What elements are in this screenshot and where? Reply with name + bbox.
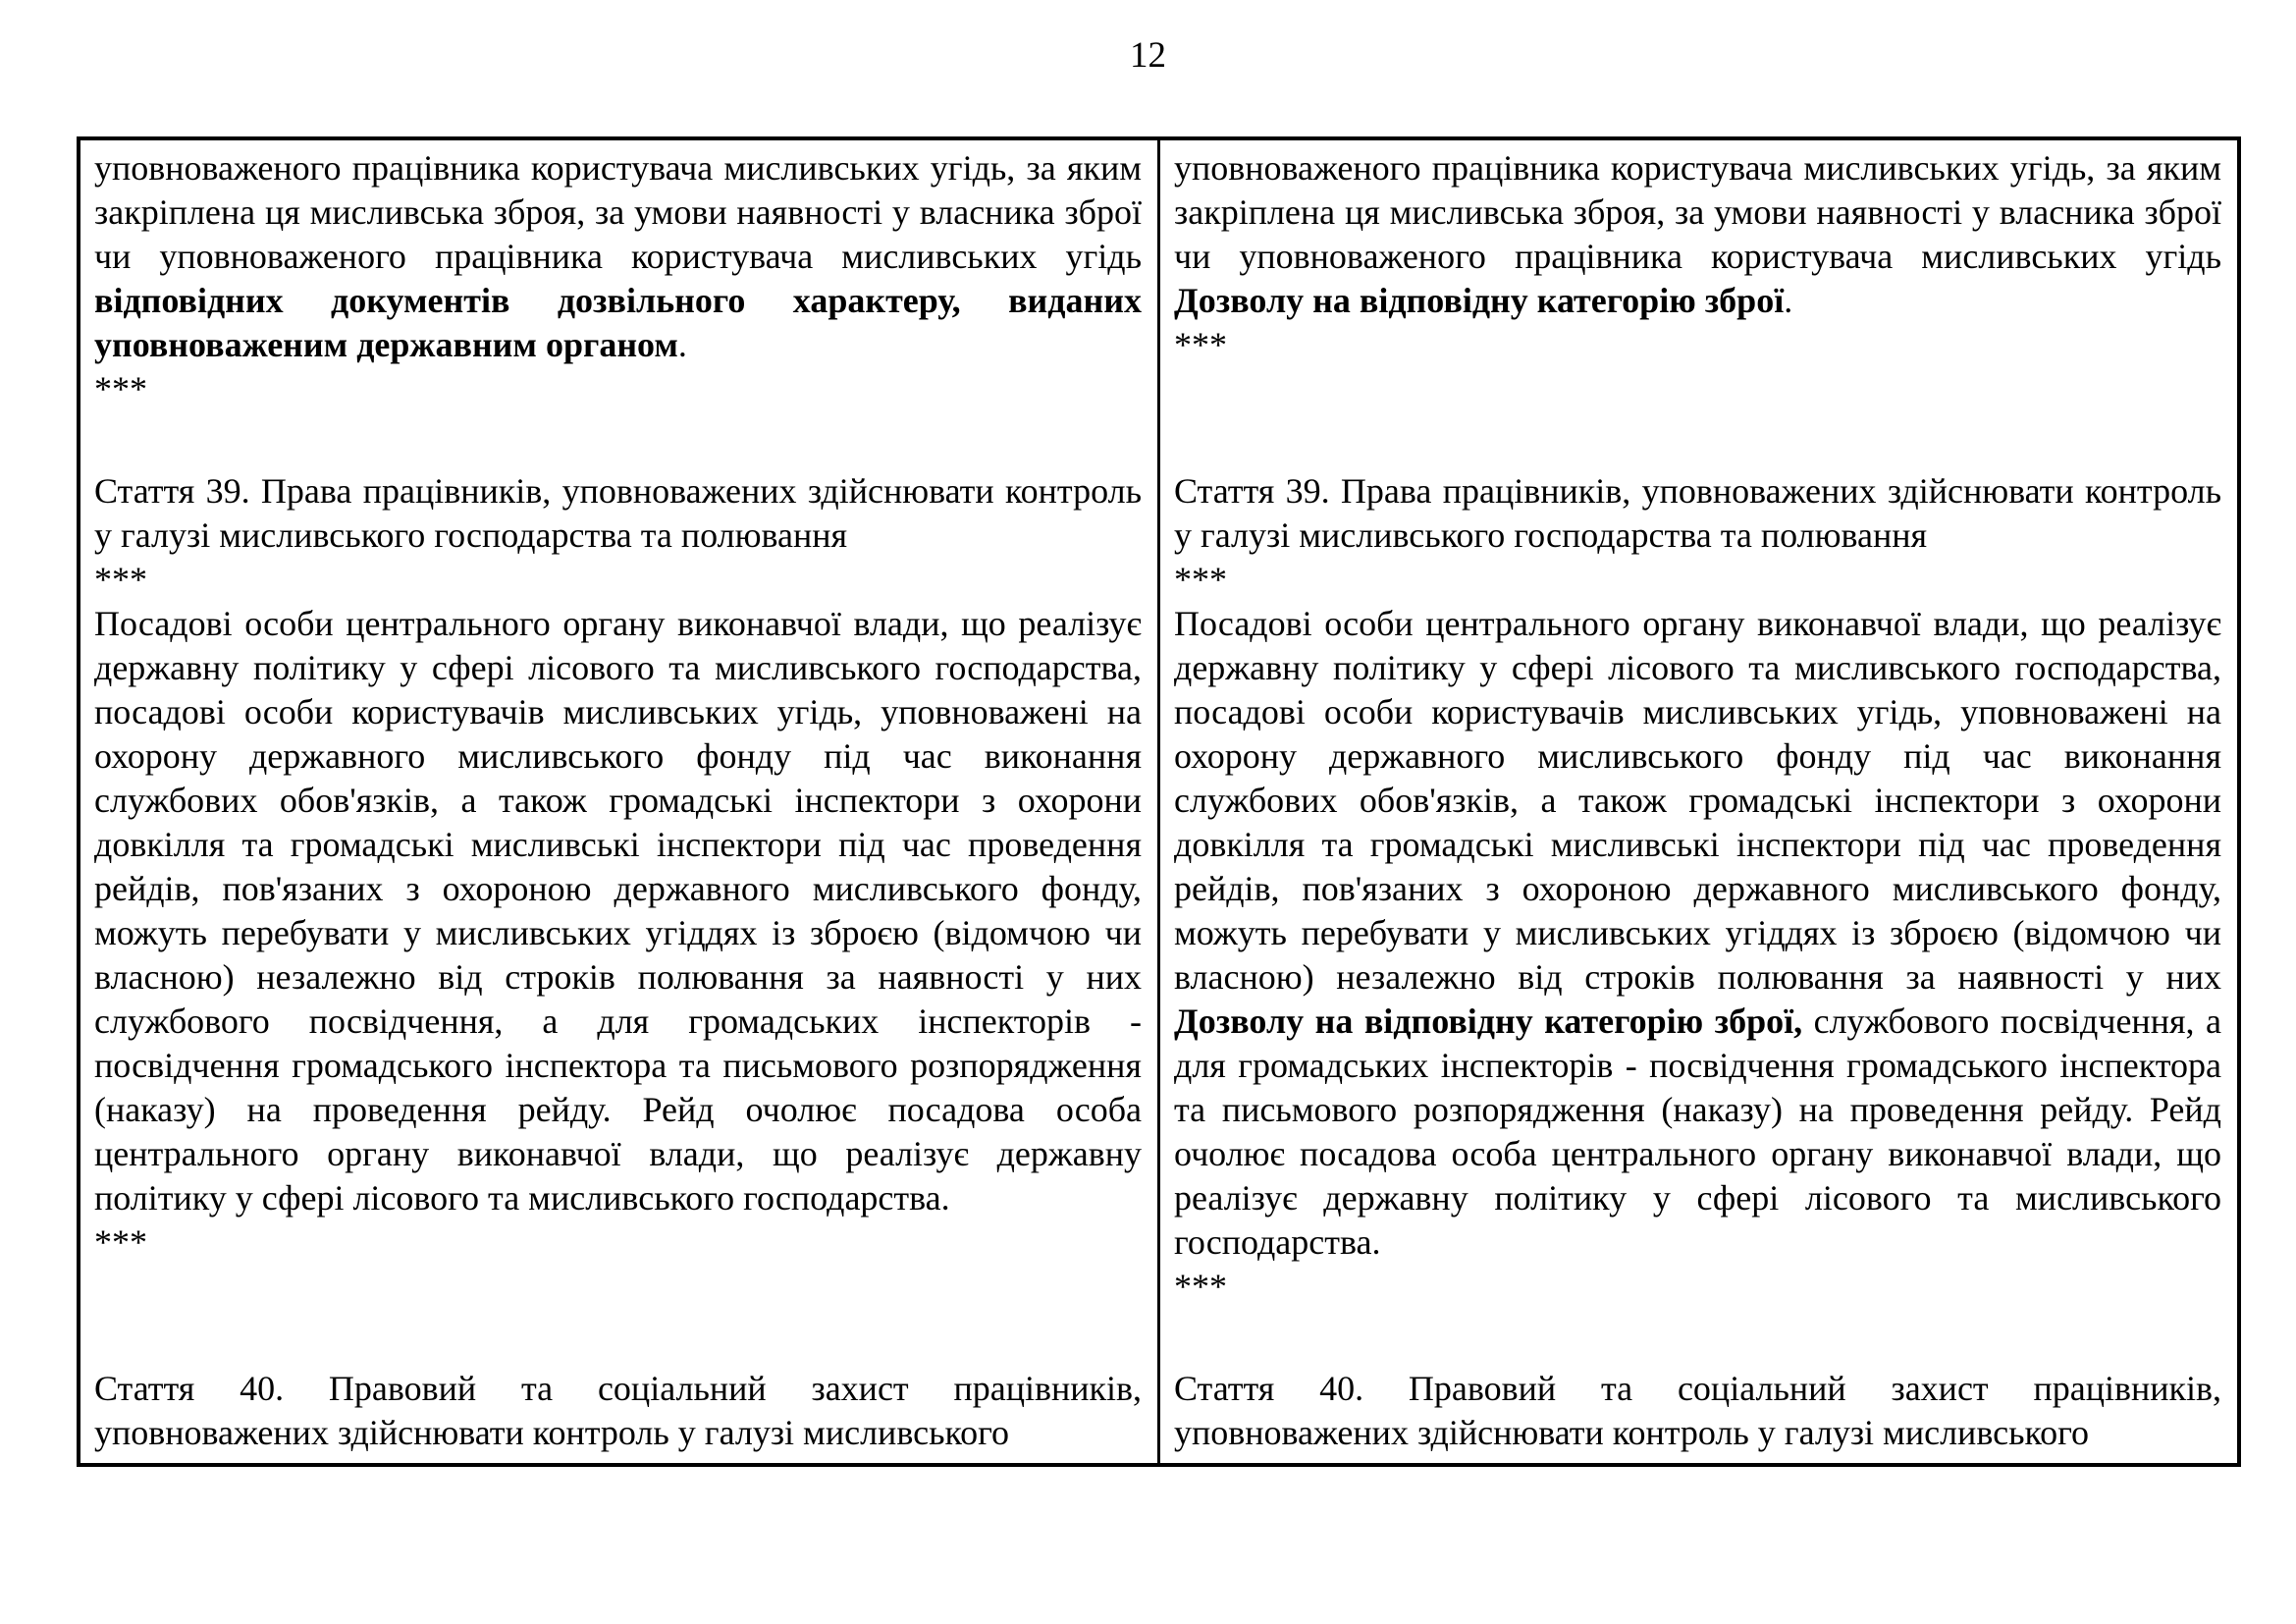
text-run: Стаття 40. Правовий та соціальний захист працівників, уповноважених здійснювати контроль у галузі мисливського [94,1369,1142,1452]
left-column-cell-row-3 [79,1317,1159,1465]
paragraph [1174,469,2221,558]
blank-line [94,1323,1142,1367]
text-run: *** [94,1222,147,1262]
text-run: Посадові особи центрального органу виконавчої влади, що реалізує державну політику у сфері лісового та мисливського господарства, посадові особи користувачів мисливських угідь, уповноважені на охорону державного мисливського фонду під час виконання службових обов'язків, а також громадські інспектори з охорони довкілля та громадські мисливські інспектори під час проведення рейдів, пов'язаних з охороною державного мисливського фонду, можуть перебувати у мисливських угіддях із зброєю (відомчою чи власною) незалежно від строків полювання за наявності у них службового посвідчення, а для громадських інспекторів - посвідчення громадського інспектора та письмового розпорядження (наказу) на проведення рейду. Рейд очолює посадова особа центрального органу виконавчої влади, що реалізує державну політику у сфері лісового та мисливського господарства. [94,604,1142,1218]
table-row-3 [79,1317,2239,1465]
text-run: *** [94,369,147,408]
paragraph [94,146,1142,367]
text-run: службового посвідчення, а для громадських інспекторів - посвідчення громадського інспектора та письмового розпорядження (наказу) на проведення рейду. Рейд очолює посадова особа центрального органу виконавчої влади, що реалізує державну політику у сфері лісового та мисливського господарства. [1174,1001,2221,1262]
paragraph [1174,1367,2221,1455]
left-column-cell-row-1 [79,138,1159,419]
text-run: уповноваженого працівника користувача мисливських угідь, за яким закріплена ця мисливська зброя, за умови наявності у власника зброї чи уповноваженого працівника користувача мисливських угідь [1174,148,2221,276]
text-run: *** [1174,1267,1227,1306]
text-run: *** [1174,325,1227,364]
blank-line [94,425,1142,469]
blank-line [1174,1323,2221,1367]
right-column-cell-row-1 [1159,138,2240,419]
text-run: Стаття 39. Права працівників, уповноважених здійснювати контроль у галузі мисливського господарства та полювання [1174,471,2221,555]
text-run: Стаття 39. Права працівників, уповноважених здійснювати контроль у галузі мисливського господарства та полювання [94,471,1142,555]
comparison-table-body [79,138,2239,1465]
paragraph [1174,323,2221,367]
paragraph [94,1220,1142,1265]
paragraph [94,602,1142,1220]
paragraph [1174,1265,2221,1309]
table-row-2 [79,419,2239,1317]
text-run: *** [94,560,147,599]
paragraph [94,558,1142,602]
comparison-table [77,136,2241,1467]
text-run: . [677,325,687,364]
paragraph [94,469,1142,558]
blank-line [1174,425,2221,469]
left-column-cell-row-2 [79,419,1159,1317]
text-run: Стаття 40. Правовий та соціальний захист працівників, уповноважених здійснювати контроль у галузі мисливського [1174,1369,2221,1452]
paragraph [94,367,1142,411]
right-column-cell-row-3 [1159,1317,2240,1465]
bold-text-run: відповідних документів дозвільного характеру, виданих уповноваженим державним органом [94,281,1142,364]
right-column-cell-row-2 [1159,419,2240,1317]
paragraph [1174,146,2221,323]
bold-text-run: Дозволу на відповідну категорію зброї, [1174,1001,1803,1041]
paragraph [1174,602,2221,1265]
text-run: *** [1174,560,1227,599]
paragraph [1174,558,2221,602]
paragraph [94,1367,1142,1455]
page-number: 12 [1130,35,1166,76]
bold-text-run: Дозволу на відповідну категорію зброї [1174,281,1785,320]
text-run: уповноваженого працівника користувача мисливських угідь, за яким закріплена ця мисливська зброя, за умови наявності у власника зброї чи уповноваженого працівника користувача мисливських угідь [94,148,1142,276]
text-run: Посадові особи центрального органу виконавчої влади, що реалізує державну політику у сфері лісового та мисливського господарства, посадові особи користувачів мисливських угідь, уповноважені на охорону державного мисливського фонду під час виконання службових обов'язків, а також громадські інспектори з охорони довкілля та громадські мисливські інспектори під час проведення рейдів, пов'язаних з охороною державного мисливського фонду, можуть перебувати у мисливських угіддях із зброєю (відомчою чи власною) незалежно від строків полювання за наявності у них [1174,604,2221,997]
text-run: . [1784,281,1793,320]
table-row-1 [79,138,2239,419]
